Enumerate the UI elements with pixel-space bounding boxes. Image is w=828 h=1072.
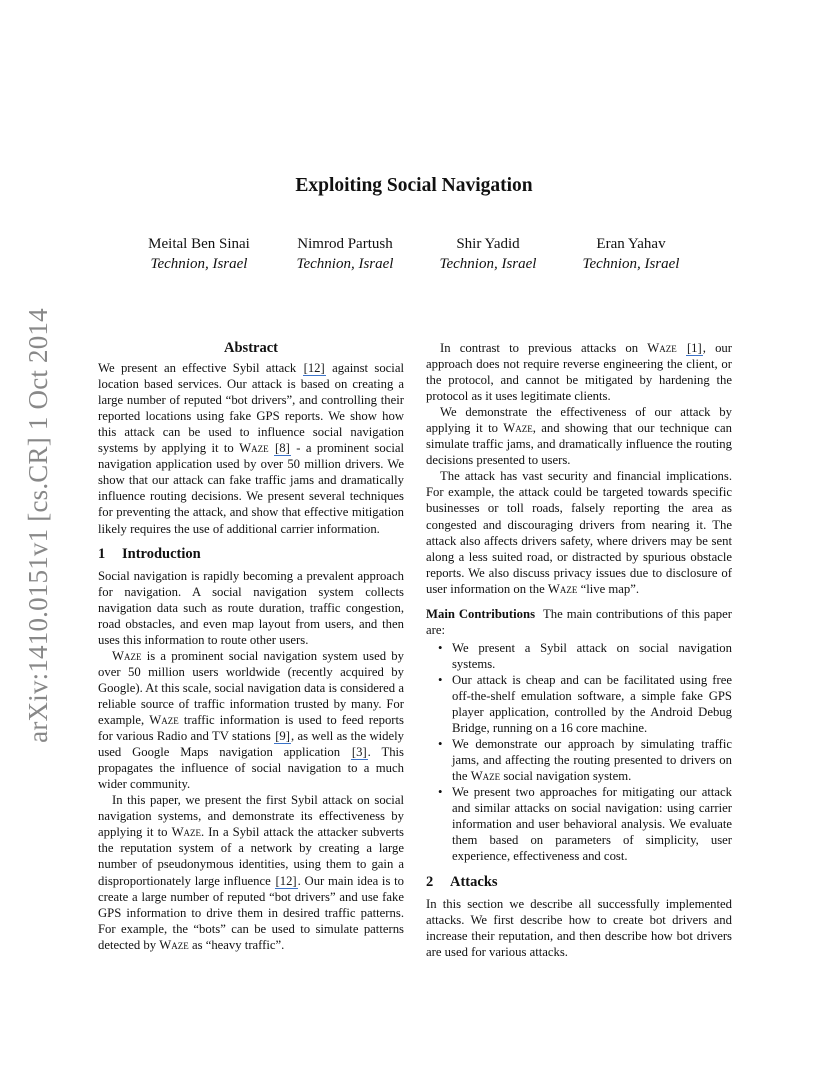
citation-link[interactable]: [12] [275, 873, 297, 888]
author-name: Nimrod Partush [297, 236, 393, 252]
citation-link[interactable]: [9] [275, 729, 290, 744]
left-column [98, 340, 404, 953]
list-item: • Our attack is cheap and can be facilitated using free off-the-shelf emulation software, a simple fake GPS player application, controlled by the Android Debug Bridge, running on a 16 core machine. [452, 672, 732, 736]
abstract-paragraph: We present an effective Sybil attack [12] against social location based services. Our attack is based on creating a large number of reputed “bot drivers”, and controlling their reported locations using fake GPS reports. We show how this attack can be used to influence social navigation systems by applying it to Waze [8] - a prominent social navigation application used by over 50 million drivers. We show that our attack can fake traffic jams and dramatically influence routing decisions. We present several techniques for preventing the attack, and show that effective mitigation likely requires the use of additional carrier information. [98, 361, 405, 536]
right-column [426, 340, 732, 960]
section-heading-attacks: 2 Attacks [426, 873, 498, 890]
body-paragraph: We demonstrate the effectiveness of our attack by applying it to Waze, and showing that our technique can simulate traffic jams, and dramatically influence the routing decisions presented to users. [426, 405, 732, 468]
main-contributions-label: Main Contributions [426, 606, 536, 621]
list-item: • We present a Sybil attack on social navigation systems. [452, 640, 732, 672]
author-name: Eran Yahav [596, 236, 666, 252]
citation-link[interactable]: [3] [351, 745, 367, 760]
author-block [556, 234, 706, 274]
body-paragraph: In contrast to previous attacks on Waze [1], our approach does not require reverse engineering the client, or the protocol, and cannot be mitigated by hardening the protocol as it uses legitimate clients. [426, 341, 732, 404]
arxiv-identifier-stamp [20, 300, 56, 750]
citation-link[interactable]: [12] [303, 361, 325, 376]
author-name: Meital Ben Sinai [148, 236, 250, 252]
body-paragraph: In this paper, we present the first Sybil attack on social navigation systems, and demonstrate its effectiveness by applying it to Waze. In a Sybil attack the attacker subverts the reputation system of a network by creating a large number of pseudonymous identities, using them to gain a disproportionately large influence [12]. Our main idea is to create a large number of reputed “bot drivers” and use fake GPS information to drive them in desired traffic patterns. For example, the “bots” can be used to simulate patterns detected by Waze as “heavy traffic”. [98, 793, 404, 952]
paper-title: Exploiting Social Navigation [295, 175, 533, 196]
author-block [124, 234, 274, 274]
citation-link[interactable]: [1] [686, 341, 702, 355]
section-heading-introduction: 1 Introduction [98, 545, 201, 562]
body-paragraph: Social navigation is rapidly becoming a prevalent approach for navigation. A social navigation system collects navigation data such as route duration, traffic congestion, road obstacles, and even map layout from users, and then uses this information to route other users. [98, 568, 404, 647]
author-affiliation: Technion, Israel [150, 256, 248, 272]
body-paragraph: In this section we describe all successfully implemented attacks. We first describe how to create bot drivers and increase their reputation, and then describe how bot drivers are used for various attacks. [426, 896, 732, 959]
author-block [270, 234, 420, 274]
author-affiliation: Technion, Israel [582, 256, 680, 272]
citation-link[interactable]: [8] [275, 441, 290, 456]
arxiv-identifier-text: arXiv:1410.0151v1 [cs.CR] 1 Oct 2014 [22, 307, 53, 743]
author-affiliation: Technion, Israel [296, 256, 394, 272]
author-affiliation: Technion, Israel [439, 256, 537, 272]
body-paragraph: Waze is a prominent social navigation system used by over 50 million users worldwide (recently acquired by Google). At this scale, social navigation data is considered a reliable source of traffic information trusted by many. For example, Waze traffic information is used to feed reports for various Radio and TV stations [9], as well as the widely used Google Maps navigation application [3]. This propagates the influence of social navigation to a much wider community. [98, 648, 404, 792]
list-item: • We demonstrate our approach by simulating traffic jams, and affecting the routing presented to drivers on the Waze social navigation system. [452, 736, 732, 784]
contributions-list [426, 640, 732, 865]
list-item: • We present two approaches for mitigating our attack and similar attacks on social navigation: using carrier information and user behavioral analysis. We evaluate them based on parameters of simplicity, user experience, effectiveness and cost. [452, 784, 732, 864]
abstract-heading: Abstract [224, 340, 278, 356]
author-name: Shir Yadid [456, 236, 520, 252]
main-contributions-paragraph: Main Contributions The main contributions of this paper are: [426, 606, 732, 637]
body-paragraph: The attack has vast security and financial implications. For example, the attack could be targeted towards specific businesses or toll roads, falsely reporting the area as congested and discouraging drivers from nearing it. The attack also affects drivers safety, where drivers may be sent along a less suited road, or distracted by spurious obstacle reports. We also discuss privacy issues due to disclosure of user information on the Waze “live map”. [426, 469, 732, 596]
author-block [413, 234, 563, 274]
